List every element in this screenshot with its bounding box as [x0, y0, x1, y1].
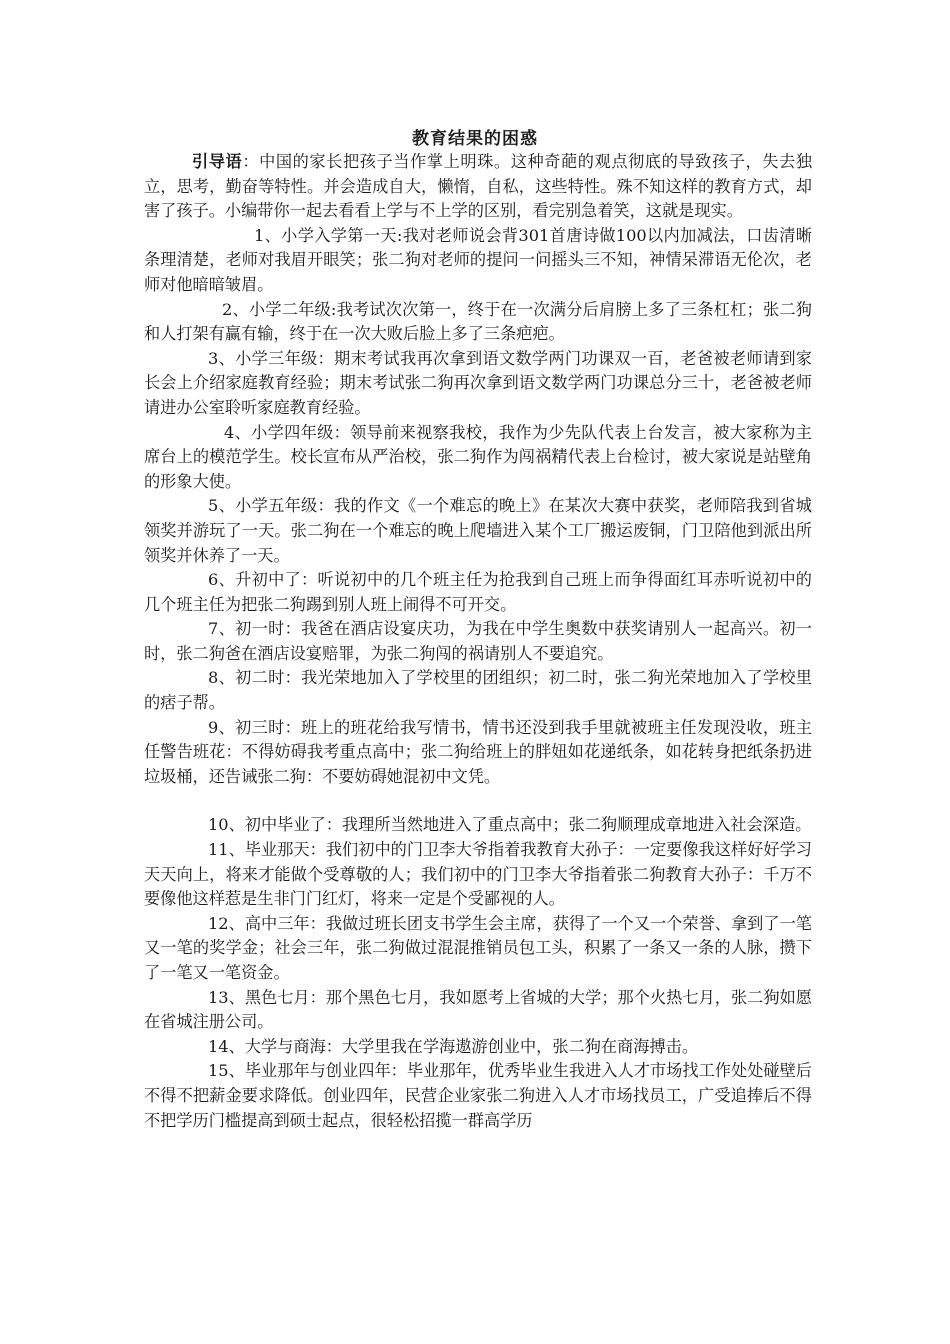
document-body: [144, 150, 812, 1133]
paragraph-6: 6、升初中了：听说初中的几个班主任为抢我到自己班上而争得面红耳赤听说初中的几个班主任为把张二狗踢到别人班上闹得不可开交。: [144, 570, 812, 614]
paragraph-1: 1、小学入学第一天:我对老师说会背301首唐诗做100以内加减法，口齿清晰条理清楚，老师对我眉开眼笑；张二狗对老师的提问一问摇头三不知，神情呆滞语无伦次，老师对他暗暗皱眉。: [144, 225, 812, 294]
paragraph-13: 13、黑色七月：那个黑色七月，我如愿考上省城的大学；那个火热七月，张二狗如愿在省城注册公司。: [144, 987, 812, 1032]
blank-line: [144, 789, 812, 813]
paragraph-11: 11、毕业那天：我们初中的门卫李大爷指着我教育大孙子：一定要像我这样好好学习天天向上，将来才能做个受尊敬的人；我们初中的门卫李大爷指着张二狗教育大孙子：千万不要像他这样惹是生非门门红灯，将来一定是个受鄙视的人。: [144, 840, 812, 909]
paragraph-9: 9、初三时：班上的班花给我写情书，情书还没到我手里就被班主任发现没收，班主任警告班花：不得妨碍我考重点高中；张二狗给班上的胖妞如花递纸条，如花转身把纸条扔进垃圾桶，还告诫张二狗：不要妨碍她混初中文凭。: [144, 717, 812, 786]
paragraph-5: 5、小学五年级：我的作文《一个难忘的晚上》在某次大赛中获奖，老师陪我到省城领奖并游玩了一天。张二狗在一个难忘的晚上爬墙进入某个工厂搬运废铜，门卫陪他到派出所领奖并休养了一天。: [144, 496, 812, 565]
paragraph-7: 7、初一时：我爸在酒店设宴庆功，为我在中学生奥数中获奖请别人一起高兴。初一时，张二狗爸在酒店设宴赔罪，为张二狗闯的祸请别人不要追究。: [144, 619, 812, 663]
page-title: 教育结果的困惑: [412, 129, 538, 149]
paragraph-2: 2、小学二年级:我考试次次第一，终于在一次满分后肩膀上多了三条杠杠；张二狗和人打架有赢有输，终于在一次大败后脸上多了三条疤疤。: [144, 299, 812, 344]
lead-label: 引导语: [192, 152, 243, 171]
paragraph-8: 8、初二时：我光荣地加入了学校里的团组织；初二时，张二狗光荣地加入了学校里的痞子帮。: [144, 668, 812, 713]
paragraph-15: 15、毕业那年与创业四年：毕业那年，优秀毕业生我进入人才市场找工作处处碰壁后不得不把薪金要求降低。创业四年，民营企业家张二狗进入人才市场找员工，广受追捧后不得不把学历门槛提高到硕士起点，很轻松招揽一群高学历: [144, 1061, 812, 1130]
lead-paragraph: [144, 150, 812, 224]
paragraph-4: 4、小学四年级：领导前来视察我校，我作为少先队代表上台发言，被大家称为主席台上的模范学生。校长宣布从严治校，张二狗作为闯祸精代表上台检讨，被大家说是站壁角的形象大使。: [144, 422, 812, 491]
paragraph-10: 10、初中毕业了：我理所当然地进入了重点高中；张二狗顺理成章地进入社会深造。: [208, 815, 812, 835]
paragraph-14: 14、大学与商海：大学里我在学海遨游创业中，张二狗在商海搏击。: [208, 1036, 699, 1056]
lead-text: ：中国的家长把孩子当作掌上明珠。这种奇葩的观点彻底的导致孩子，失去独立，思考，勤奋等特性。并会造成自大，懒惰，自私，这些特性。殊不知这样的教育方式，却害了孩子。小编带你一起去看看上学与不上学的区别，看完别急着笑，这就是现实。: [144, 152, 813, 221]
paragraph-12: 12、高中三年：我做过班长团支书学生会主席，获得了一个又一个荣誉、拿到了一笔又一笔的奖学金；社会三年，张二狗做过混混推销员包工头，积累了一条又一条的人脉，攒下了一笔又一笔资金。: [144, 913, 812, 982]
paragraph-3: 3、小学三年级：期末考试我再次拿到语文数学两门功课双一百，老爸被老师请到家长会上介绍家庭教育经验；期末考试张二狗再次拿到语文数学两门功课总分三十，老爸被老师请进办公室聆听家庭教育经验。: [144, 348, 812, 417]
